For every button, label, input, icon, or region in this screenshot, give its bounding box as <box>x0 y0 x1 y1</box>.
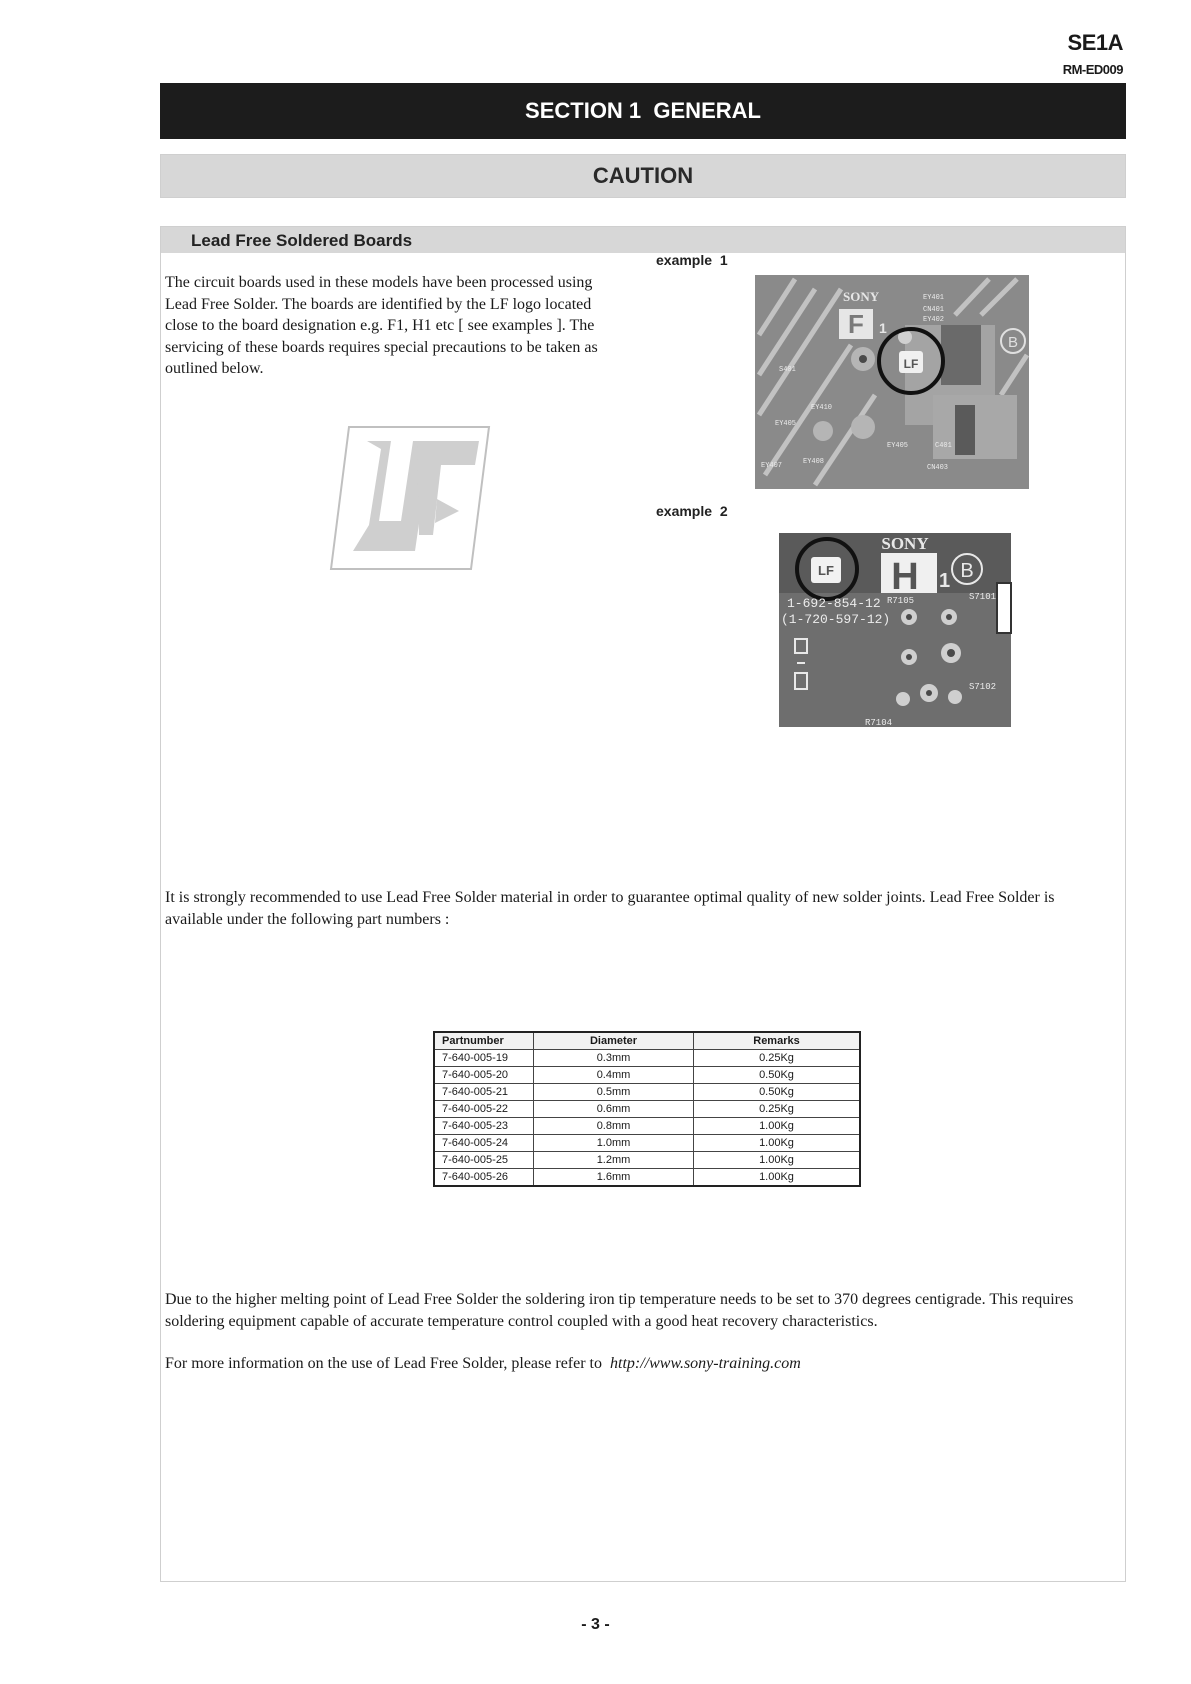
content-box <box>160 226 1126 1582</box>
column-header-diameter: Diameter <box>534 1032 694 1050</box>
table-row <box>434 1152 860 1169</box>
svg-text:(1-720-597-12): (1-720-597-12) <box>781 612 891 627</box>
svg-text:EY405: EY405 <box>887 442 909 450</box>
example-2-board-photo <box>769 527 1017 727</box>
table-row <box>434 1118 860 1135</box>
svg-text:B: B <box>1007 334 1019 351</box>
recommendation-paragraph: It is strongly recommended to use Lead Free Solder material in order to guarantee optimal quality of new solder joints. Lead Free Solder is available under the following part numbers : <box>165 889 1055 928</box>
cell-partnumber: 7-640-005-22 <box>434 1101 534 1118</box>
svg-text:EY408: EY408 <box>803 458 825 466</box>
svg-text:S401: S401 <box>779 366 796 374</box>
svg-text:S7101: S7101 <box>969 592 997 602</box>
svg-text:LF: LF <box>903 357 919 371</box>
section-title: SECTION 1 GENERAL <box>525 98 761 123</box>
svg-text:1-692-854-12: 1-692-854-12 <box>787 596 881 611</box>
cell-diameter: 1.6mm <box>534 1169 694 1187</box>
cell-partnumber: 7-640-005-26 <box>434 1169 534 1187</box>
more-info-paragraph <box>165 1353 1115 1375</box>
svg-text:SONY: SONY <box>843 289 880 304</box>
cell-remarks: 0.25Kg <box>694 1101 861 1118</box>
cell-diameter: 0.4mm <box>534 1067 694 1084</box>
cell-diameter: 0.6mm <box>534 1101 694 1118</box>
svg-text:R7104: R7104 <box>865 718 893 727</box>
example-1-label: example 1 <box>656 252 728 268</box>
example-1-board-photo <box>755 275 1029 489</box>
temperature-paragraph: Due to the higher melting point of Lead Free Solder the soldering iron tip temperature needs to be set to 370 degrees centigrade. This requires soldering equipment capable of accurate temperature control coupled with a good heat recovery characteristics. <box>165 1291 1074 1330</box>
svg-text:CN401: CN401 <box>923 306 945 314</box>
cell-remarks: 1.00Kg <box>694 1118 861 1135</box>
content-header <box>161 227 1125 253</box>
cell-partnumber: 7-640-005-20 <box>434 1067 534 1084</box>
svg-text:S7102: S7102 <box>969 682 997 692</box>
cell-remarks: 0.25Kg <box>694 1050 861 1067</box>
cell-partnumber: 7-640-005-23 <box>434 1118 534 1135</box>
svg-text:EY401: EY401 <box>923 294 945 302</box>
svg-text:EY407: EY407 <box>761 462 783 470</box>
column-header-partnumber: Partnumber <box>434 1032 534 1050</box>
cell-remarks: 1.00Kg <box>694 1152 861 1169</box>
cell-remarks: 1.00Kg <box>694 1135 861 1152</box>
table-row <box>434 1084 860 1101</box>
model-id: SE1A <box>1067 30 1123 55</box>
svg-text:R7105: R7105 <box>887 596 915 606</box>
more-info-text: For more information on the use of Lead Free Solder, please refer to <box>165 1355 602 1372</box>
column-header-remarks: Remarks <box>694 1032 861 1050</box>
page-number: - 3 - <box>581 1616 610 1633</box>
svg-text:B: B <box>960 560 974 582</box>
table-header-row <box>434 1032 860 1050</box>
svg-text:EY402: EY402 <box>923 316 945 324</box>
example-2-label: example 2 <box>656 503 728 519</box>
cell-remarks: 0.50Kg <box>694 1084 861 1101</box>
cell-diameter: 0.8mm <box>534 1118 694 1135</box>
cell-diameter: 0.3mm <box>534 1050 694 1067</box>
lf-logo-icon <box>329 425 491 571</box>
table-row <box>434 1135 860 1152</box>
cell-partnumber: 7-640-005-25 <box>434 1152 534 1169</box>
svg-text:EY410: EY410 <box>811 404 833 412</box>
solder-part-table <box>433 1031 861 1187</box>
caution-title: CAUTION <box>592 163 694 188</box>
cell-diameter: 1.2mm <box>534 1152 694 1169</box>
svg-text:1: 1 <box>939 570 951 592</box>
cell-diameter: 1.0mm <box>534 1135 694 1152</box>
table-row <box>434 1169 860 1187</box>
svg-text:H: H <box>891 556 919 598</box>
svg-text:EY405: EY405 <box>775 420 797 428</box>
cell-remarks: 0.50Kg <box>694 1067 861 1084</box>
cell-partnumber: 7-640-005-19 <box>434 1050 534 1067</box>
svg-text:CN403: CN403 <box>927 464 949 472</box>
cell-remarks: 1.00Kg <box>694 1169 861 1187</box>
svg-text:SONY: SONY <box>881 534 929 553</box>
table-row <box>434 1050 860 1067</box>
svg-text:F: F <box>848 309 864 339</box>
manual-code: RM-ED009 <box>1062 62 1123 77</box>
svg-text:1: 1 <box>879 320 887 336</box>
cell-partnumber: 7-640-005-21 <box>434 1084 534 1101</box>
cell-partnumber: 7-640-005-24 <box>434 1135 534 1152</box>
training-url-link[interactable]: http://www.sony-training.com <box>610 1355 801 1372</box>
content-title: Lead Free Soldered Boards <box>191 231 413 250</box>
svg-text:C401: C401 <box>935 442 952 450</box>
table-row <box>434 1101 860 1118</box>
svg-text:LF: LF <box>818 563 834 578</box>
table-row <box>434 1067 860 1084</box>
intro-paragraph: The circuit boards used in these models have been processed using Lead Free Solder. The boards are identified by the LF logo located close to the board designation e.g. F1, H1 etc [ see examples ]. The servicing of these boards requires special precautions to be taken as outlined below. <box>165 274 598 377</box>
section-title-bar <box>160 83 1126 139</box>
caution-bar <box>160 154 1126 198</box>
cell-diameter: 0.5mm <box>534 1084 694 1101</box>
